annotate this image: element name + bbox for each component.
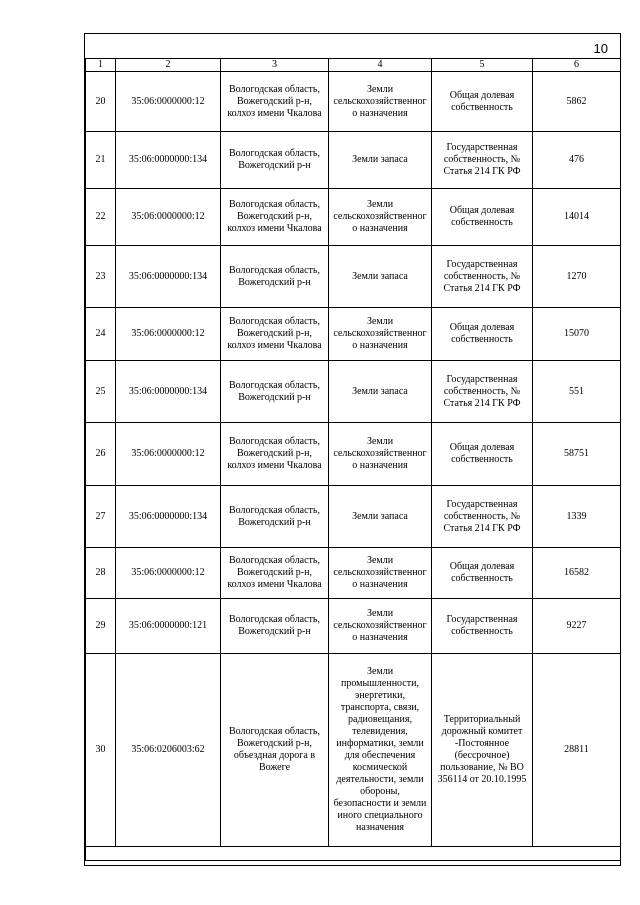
table-row [86, 72, 621, 132]
row-number: 25 [86, 361, 116, 423]
land-register-table [85, 58, 621, 861]
land-category: Земли сельскохозяйственного назначения [329, 308, 432, 361]
location: Вологодская область, Вожегодский р-н [221, 486, 329, 548]
row-number: 27 [86, 486, 116, 548]
table-row [86, 132, 621, 189]
table-row [86, 654, 621, 847]
row-number: 28 [86, 548, 116, 599]
cadastral-number: 35:06:0000000:134 [116, 486, 221, 548]
table-row [86, 246, 621, 308]
table-row [86, 548, 621, 599]
land-category: Земли запаса [329, 361, 432, 423]
area-value: 28811 [533, 654, 621, 847]
ownership: Государственная собственность, № Статья 214 ГК РФ [432, 132, 533, 189]
table-row [86, 423, 621, 486]
location: Вологодская область, Вожегодский р-н, колхоз имени Чкалова [221, 189, 329, 246]
location: Вологодская область, Вожегодский р-н, колхоз имени Чкалова [221, 308, 329, 361]
cadastral-number: 35:06:0000000:12 [116, 308, 221, 361]
empty-cell [86, 847, 621, 861]
land-category: Земли промышленности, энергетики, транспорта, связи, радиовещания, телевидения, информатики, земли для обеспечения космической деятельности, земли обороны, безопасности и земли иного специального назначения [329, 654, 432, 847]
area-value: 58751 [533, 423, 621, 486]
cadastral-number: 35:06:0000000:12 [116, 189, 221, 246]
row-number: 30 [86, 654, 116, 847]
location: Вологодская область, Вожегодский р-н [221, 361, 329, 423]
col-header: 5 [432, 59, 533, 72]
location: Вологодская область, Вожегодский р-н, объездная дорога в Вожеге [221, 654, 329, 847]
land-category: Земли запаса [329, 486, 432, 548]
cadastral-number: 35:06:0000000:121 [116, 599, 221, 654]
cadastral-number: 35:06:0000000:12 [116, 423, 221, 486]
column-number-row [86, 59, 621, 72]
area-value: 1270 [533, 246, 621, 308]
location: Вологодская область, Вожегодский р-н [221, 132, 329, 189]
page-number: 10 [593, 41, 608, 56]
location: Вологодская область, Вожегодский р-н, колхоз имени Чкалова [221, 548, 329, 599]
ownership: Общая долевая собственность [432, 189, 533, 246]
col-header: 3 [221, 59, 329, 72]
location: Вологодская область, Вожегодский р-н [221, 599, 329, 654]
area-value: 551 [533, 361, 621, 423]
land-category: Земли сельскохозяйственного назначения [329, 548, 432, 599]
area-value: 476 [533, 132, 621, 189]
ownership: Государственная собственность, № Статья 214 ГК РФ [432, 486, 533, 548]
cadastral-number: 35:06:0000000:12 [116, 548, 221, 599]
land-category: Земли запаса [329, 246, 432, 308]
document-frame [84, 33, 621, 866]
land-category: Земли сельскохозяйственного назначения [329, 72, 432, 132]
col-header: 4 [329, 59, 432, 72]
table-row [86, 189, 621, 246]
ownership: Общая долевая собственность [432, 72, 533, 132]
cadastral-number: 35:06:0000000:134 [116, 361, 221, 423]
land-category: Земли запаса [329, 132, 432, 189]
land-category: Земли сельскохозяйственного назначения [329, 189, 432, 246]
row-number: 22 [86, 189, 116, 246]
area-value: 14014 [533, 189, 621, 246]
location: Вологодская область, Вожегодский р-н [221, 246, 329, 308]
ownership: Общая долевая собственность [432, 423, 533, 486]
cadastral-number: 35:06:0000000:12 [116, 72, 221, 132]
row-number: 20 [86, 72, 116, 132]
row-number: 23 [86, 246, 116, 308]
row-number: 21 [86, 132, 116, 189]
col-header: 2 [116, 59, 221, 72]
ownership: Государственная собственность, № Статья 214 ГК РФ [432, 361, 533, 423]
row-number: 26 [86, 423, 116, 486]
ownership: Государственная собственность [432, 599, 533, 654]
col-header: 1 [86, 59, 116, 72]
land-category: Земли сельскохозяйственного назначения [329, 599, 432, 654]
area-value: 1339 [533, 486, 621, 548]
area-value: 5862 [533, 72, 621, 132]
location: Вологодская область, Вожегодский р-н, колхоз имени Чкалова [221, 72, 329, 132]
table-row [86, 361, 621, 423]
ownership: Общая долевая собственность [432, 308, 533, 361]
table-row [86, 486, 621, 548]
table-row-empty [86, 847, 621, 861]
area-value: 15070 [533, 308, 621, 361]
cadastral-number: 35:06:0000000:134 [116, 246, 221, 308]
cadastral-number: 35:06:0206003:62 [116, 654, 221, 847]
row-number: 29 [86, 599, 116, 654]
cadastral-number: 35:06:0000000:134 [116, 132, 221, 189]
col-header: 6 [533, 59, 621, 72]
ownership: Общая долевая собственность [432, 548, 533, 599]
location: Вологодская область, Вожегодский р-н, колхоз имени Чкалова [221, 423, 329, 486]
row-number: 24 [86, 308, 116, 361]
area-value: 9227 [533, 599, 621, 654]
ownership: Государственная собственность, № Статья 214 ГК РФ [432, 246, 533, 308]
table-row [86, 308, 621, 361]
ownership: Территориальный дорожный комитет -Постоянное (бессрочное) пользование, № ВО 356114 от 20.10.1995 [432, 654, 533, 847]
area-value: 16582 [533, 548, 621, 599]
land-category: Земли сельскохозяйственного назначения [329, 423, 432, 486]
table-row [86, 599, 621, 654]
